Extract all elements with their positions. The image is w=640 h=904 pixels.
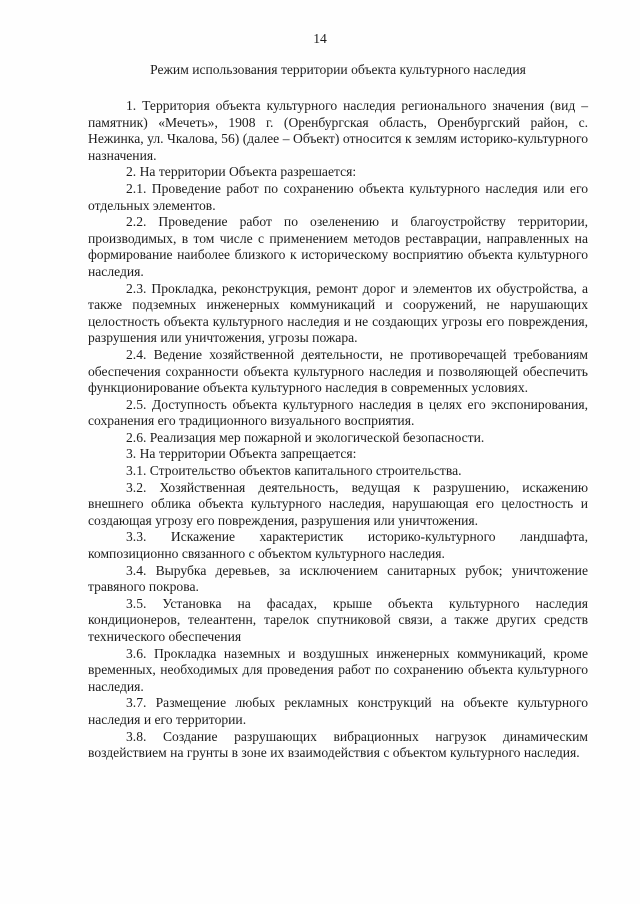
paragraph-2-5: 2.5. Доступность объекта культурного наследия в целях его экспонирования, сохранения его традиционного визуального восприятия. [88, 396, 588, 429]
paragraph-1: 1. Территория объекта культурного наследия регионального значения (вид – памятник) «Мечеть», 1908 г. (Оренбургская область, Оренбургский район, с. Нежинка, ул. Чкалова, 56) (далее – Объект) относится к землям историко-культурного назначения. [88, 98, 588, 163]
paragraph-3-1: 3.1. Строительство объектов капитального строительства. [126, 463, 462, 479]
paragraph-2-1: 2.1. Проведение работ по сохранению объекта культурного наследия или его отдельных элементов. [88, 180, 588, 213]
paragraph-2-3: 2.3. Прокладка, реконструкция, ремонт дорог и элементов их обустройства, а также подземных инженерных коммуникаций и сооружений, не нарушающих целостность объекта культурного наследия и не создающих угрозы его повреждения, разрушения или уничтожения, угрозы пожара. [88, 280, 588, 346]
page-number: 14 [313, 31, 327, 46]
paragraph-3-6: 3.6. Прокладка наземных и воздушных инженерных коммуникаций, кроме временных, необходимых для проведения работ по сохранению объекта культурного наследия. [88, 645, 588, 694]
paragraph-2-4: 2.4. Ведение хозяйственной деятельности, не противоречащей требованиям обеспечения сохранности объекта культурного наследия и позволяющей обеспечить функционирование объекта культурного наследия в современных условиях. [88, 346, 588, 396]
paragraph-2-6: 2.6. Реализация мер пожарной и экологической безопасности. [126, 429, 485, 445]
paragraph-2: 2. На территории Объекта разрешается: [126, 164, 357, 180]
document-body [88, 98, 588, 762]
paragraph-3: 3. На территории Объекта запрещается: [126, 446, 357, 462]
paragraph-3-8: 3.8. Создание разрушающих вибрационных нагрузок динамическим воздействием на грунты в зоне их взаимодействия с объектом культурного наследия. [88, 728, 588, 761]
paragraph-3-4: 3.4. Вырубка деревьев, за исключением санитарных рубок; уничтожение травяного покрова. [88, 562, 588, 595]
paragraph-2-2: 2.2. Проведение работ по озеленению и благоустройству территории, производимых, в том числе с применением методов реставрации, направленных на формирование наиболее близкого к историческому восприятию объекта культурного наследия. [88, 214, 588, 279]
paragraph-3-7: 3.7. Размещение любых рекламных конструкций на объекте культурного наследия и его территории. [88, 695, 588, 727]
paragraph-3-3: 3.3. Искажение характеристик историко-культурного ландшафта, композиционно связанного с объектом культурного наследия. [88, 529, 588, 562]
document-title: Режим использования территории объекта культурного наследия [150, 62, 526, 77]
paragraph-3-5: 3.5. Установка на фасадах, крыше объекта культурного наследия кондиционеров, телеантенн, тарелок спутниковой связи, а также других средств технического обеспечения [88, 595, 588, 644]
paragraph-3-2: 3.2. Хозяйственная деятельность, ведущая к разрушению, искажению внешнего облика объекта культурного наследия, нарушающая его целостность и создающая угрозу его повреждения, разрушения или уничтожения. [88, 479, 588, 528]
